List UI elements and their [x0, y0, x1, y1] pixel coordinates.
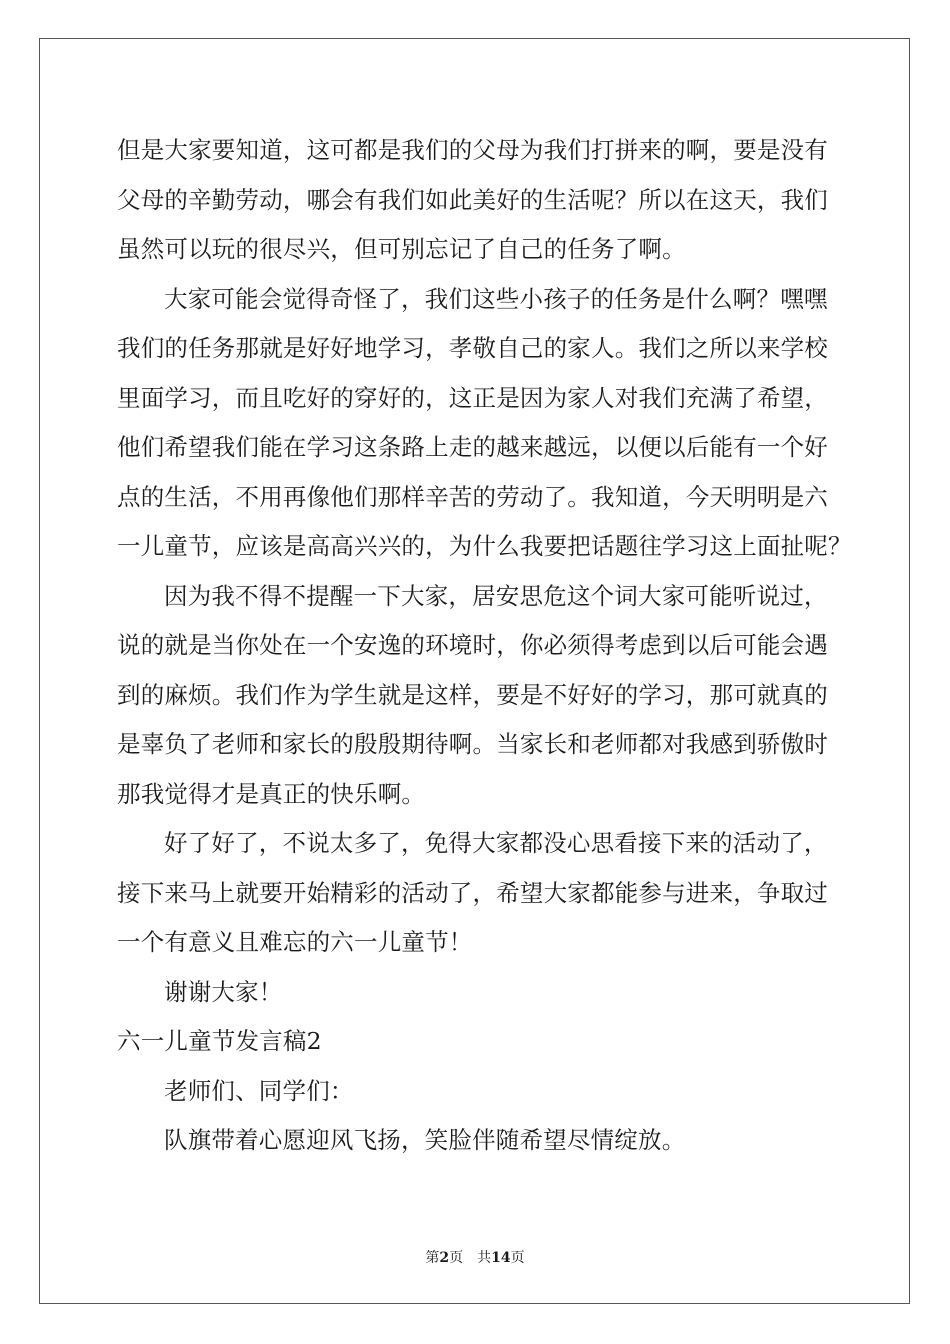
text-line: 接下来马上就要开始精彩的活动了，希望大家都能参与进来，争取过: [117, 878, 828, 907]
salutation-line: 老师们、同学们：: [164, 1076, 354, 1105]
paragraph-start-line: 因为我不得不提醒一下大家，居安思危这个词大家可能听说过，: [164, 581, 828, 610]
section-heading: 六一儿童节发言稿2: [117, 1027, 322, 1055]
text-line: 点的生活，不用再像他们那样辛苦的劳动了。我知道，今天明明是六: [117, 482, 828, 511]
text-line: 说的就是当你处在一个安逸的环境时，你必须得考虑到以后可能会遇: [117, 631, 828, 659]
text-line: 父母的辛勤劳动，哪会有我们如此美好的生活呢？所以在这天，我们: [117, 185, 828, 214]
text-line: 到的麻烦。我们作为学生就是这样，要是不好好的学习，那可就真的: [117, 680, 828, 709]
paragraph-start-line: 队旗带着心愿迎风飞扬，笑脸伴随希望尽情绽放。: [164, 1126, 686, 1154]
closing-line: 谢谢大家！: [164, 977, 283, 1006]
text-line: 里面学习，而且吃好的穿好的，这正是因为家人对我们充满了希望，: [117, 383, 828, 412]
total-pages: 14: [491, 1250, 511, 1266]
page-number: 2: [439, 1250, 450, 1266]
document-body: [117, 126, 852, 1166]
text-line: 但是大家要知道，这可都是我们的父母为我们打拼来的啊，要是没有: [117, 136, 828, 164]
text-line: 虽然可以玩的很尽兴，但可别忘记了自己的任务了啊。: [117, 235, 686, 263]
page-prefix: 第: [425, 1250, 440, 1266]
paragraph-start-line: 好了好了，不说太多了，免得大家都没心思看接下来的活动了，: [164, 829, 828, 857]
page-suffix: 页: [449, 1250, 464, 1266]
text-line: 一儿童节，应该是高高兴兴的，为什么我要把话题往学习这上面扯呢？: [117, 532, 852, 560]
total-suffix: 页: [510, 1250, 525, 1266]
total-prefix: 共: [477, 1250, 492, 1266]
text-line: 我们的任务那就是好好地学习，孝敬自己的家人。我们之所以来学校: [117, 334, 828, 362]
text-line: 是辜负了老师和家长的殷殷期待啊。当家长和老师都对我感到骄傲时: [117, 730, 828, 758]
text-line: 他们希望我们能在学习这条路上走的越来越远，以便以后能有一个好: [117, 433, 828, 461]
page-footer: [0, 1247, 950, 1267]
paragraph-start-line: 大家可能会觉得奇怪了，我们这些小孩子的任务是什么啊？嘿嘿: [164, 284, 828, 313]
text-line: 一个有意义且难忘的六一儿童节！: [117, 928, 473, 956]
text-line: 那我觉得才是真正的快乐啊。: [117, 779, 426, 808]
